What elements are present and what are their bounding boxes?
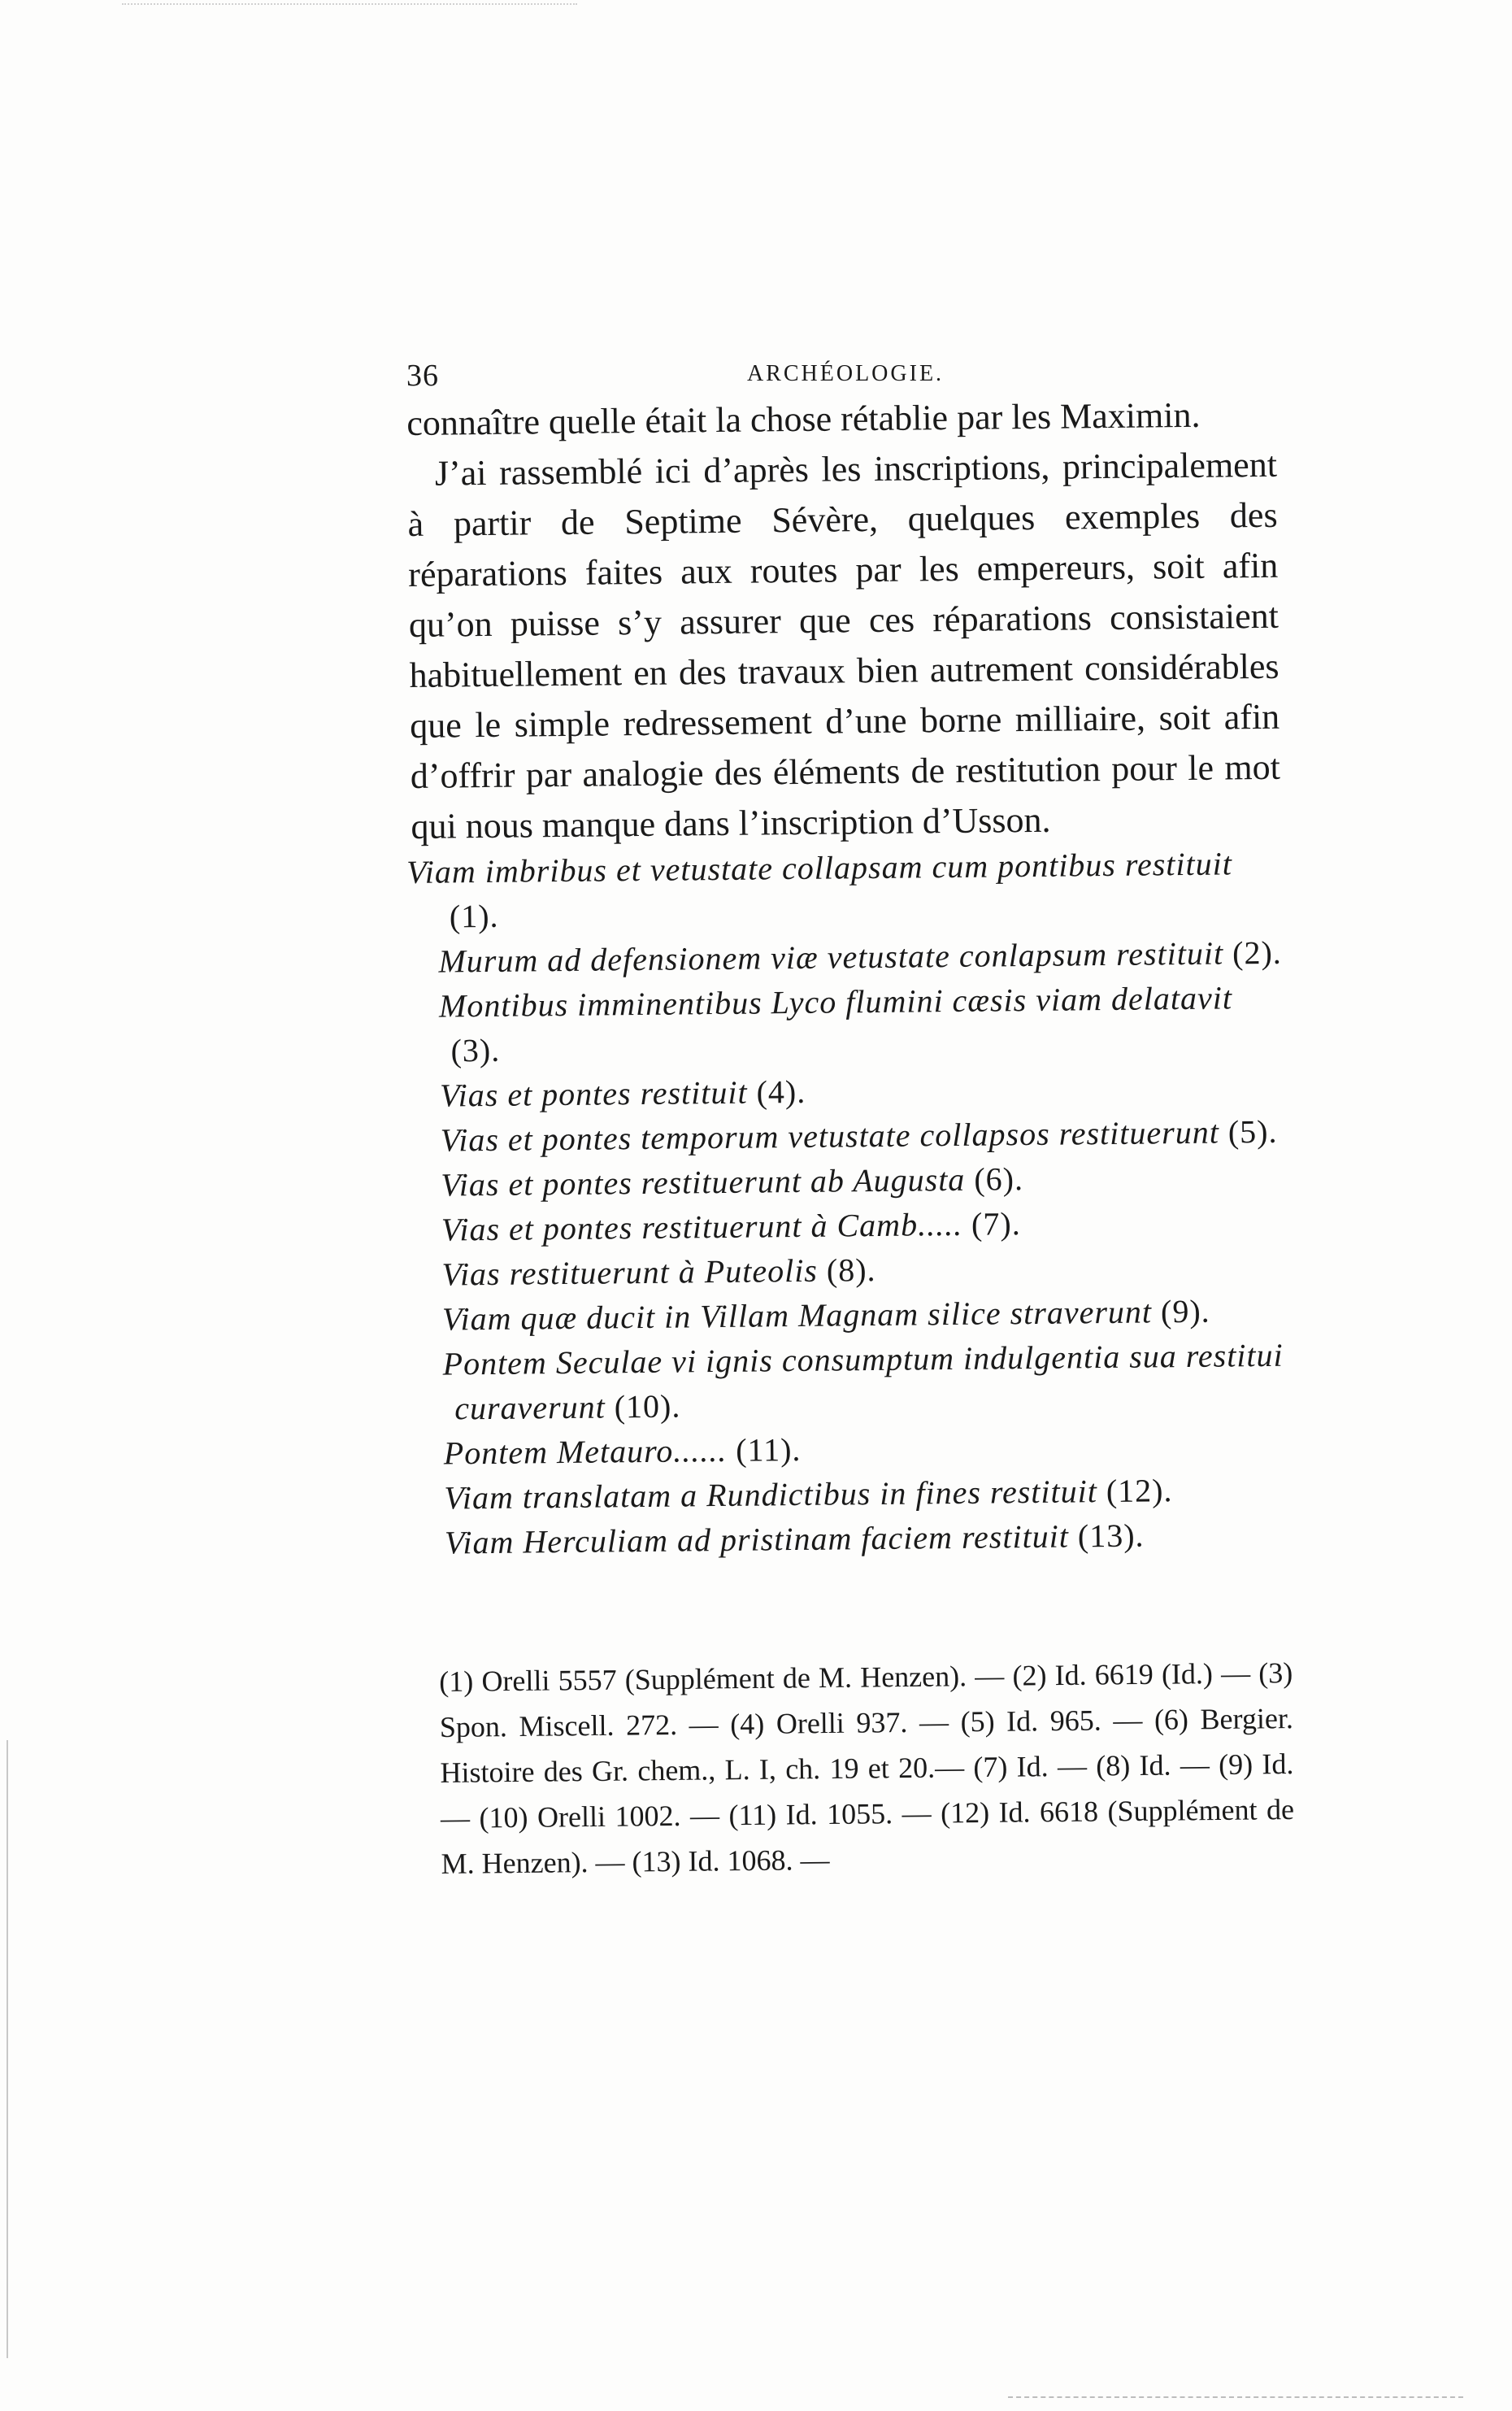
running-head: ARCHÉOLOGIE. <box>746 361 945 386</box>
quote-text: Viam translatam a Rundictibus in fines restituit <box>444 1473 1098 1517</box>
body-paragraph: J’ai rassemblé ici d’après les inscriptions, principalement à partir de Septime Sévère, quelques exemples des réparations faites aux routes par les empereurs, soit afin qu’on puisse s’y assurer que ces réparations consistaient habituellement en des travaux bien autrement considérables que le simple redressement d’une borne milliaire, soit afin d’offrir par analogie des éléments de restitution pour le mot qui nous manque dans l’inscription d’Usson. <box>407 444 1281 846</box>
inscription-quote <box>406 841 1285 939</box>
scan-artifact-bottom <box>1008 2396 1463 2400</box>
quote-text: Vias et pontes restituerunt ab Augusta <box>441 1160 966 1203</box>
quote-ref: (1). <box>449 897 499 935</box>
quote-ref: (3). <box>450 1031 501 1069</box>
scan-margin-rule <box>7 1740 8 2358</box>
inscription-quote <box>411 1333 1290 1431</box>
quote-ref: (9). <box>1160 1292 1210 1330</box>
page-number: 36 <box>406 359 439 393</box>
quote-ref: (12). <box>1106 1472 1173 1510</box>
quote-text: Vias et pontes restituerunt à Camb..... <box>441 1205 963 1248</box>
inscription-list <box>406 841 1292 1565</box>
quote-ref: (6). <box>974 1160 1024 1198</box>
quote-text: Pontem Seculae vi ignis consumptum indulgentia sua restitui curaverunt <box>442 1336 1284 1427</box>
quote-text: Pontem Metauro...... <box>443 1431 728 1472</box>
quote-ref: (10). <box>614 1387 681 1425</box>
quote-ref: (13). <box>1077 1517 1145 1555</box>
quote-text: Vias et pontes temporum vetustate collapsos restituerunt <box>440 1113 1220 1159</box>
inscription-quote <box>409 1109 1288 1163</box>
quote-text: Viam quæ ducit in Villam Magnam silice straverunt <box>441 1293 1153 1338</box>
quote-ref: (11). <box>735 1430 802 1469</box>
quote-ref: (4). <box>756 1073 806 1111</box>
quote-text: Montibus imminentibus Lyco flumini cæsis viam delatavit <box>438 979 1233 1025</box>
quote-ref: (7). <box>971 1205 1021 1242</box>
body-paragraph: connaître quelle était la chose rétablie par les Maximin. <box>406 394 1201 443</box>
quote-text: Vias restituerunt à Puteolis <box>441 1251 819 1293</box>
quote-text: Viam imbribus et vetustate collapsam cum pontibus restituit <box>406 845 1233 890</box>
scan-artifact-top <box>122 3 577 7</box>
inscription-quote <box>413 1467 1292 1521</box>
inscription-quote <box>414 1512 1293 1565</box>
quote-ref: (8). <box>826 1251 876 1289</box>
body-text <box>406 390 1281 852</box>
quote-ref: (5). <box>1227 1112 1278 1151</box>
footnotes <box>439 1650 1295 1887</box>
inscription-quote <box>408 975 1287 1073</box>
quote-text: Murum ad defensionem viæ vetustate conlapsum restituit <box>438 934 1224 980</box>
quote-text: Viam Herculiam ad pristinam faciem restituit <box>444 1517 1070 1561</box>
quote-text: Vias et pontes restituit <box>439 1073 748 1114</box>
footnotes-text: (1) Orelli 5557 (Supplément de M. Henzen). — (2) Id. 6619 (Id.) — (3) Spon. Miscell. 272. — (4) Orelli 937. — (5) Id. 965. — (6) Bergier. Histoire des Gr. chem., L. I, ch. 19 et 20.— (7) Id. — (8) Id. — (9) Id. — (10) Orelli 1002. — (11) Id. 1055. — (12) Id. 6618 (Supplément de M. Henzen). — (13) Id. 1068. — <box>439 1656 1295 1880</box>
quote-ref: (2). <box>1232 934 1282 972</box>
